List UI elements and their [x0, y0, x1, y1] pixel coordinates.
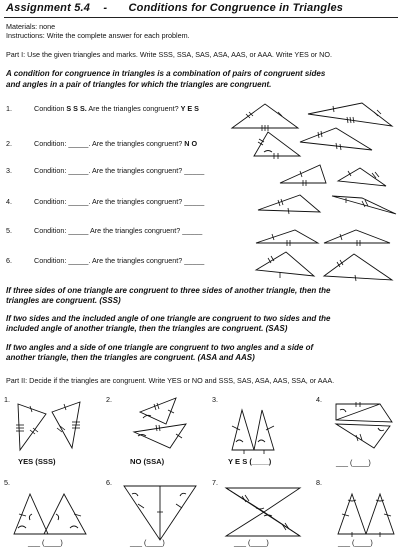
p2-answer-7: ___ (____): [234, 538, 269, 547]
part2-intro: Part II: Decide if the triangles are congruent. Write YES or NO and SSS, SAS, ASA, AAS, SSA, or AAA.: [6, 376, 335, 385]
p2-number-2: 2.: [106, 395, 112, 404]
assignment-title: Conditions for Congruence in Triangles: [128, 2, 344, 14]
p2-figure-4: [336, 402, 392, 448]
p2-answer-4: ___ (____): [336, 458, 371, 467]
p2-figure-3: [232, 410, 274, 454]
problem-5: 5. Condition: _____ Are the triangles congruent? _____: [6, 226, 203, 235]
p2-figure-7: [226, 488, 300, 536]
rule-asa-aas: If two angles and a side of one triangle are congruent to two angles and a side of another triangle, then the triangles are congruent. (ASA and AAS): [6, 343, 314, 362]
problem-2: 2. Condition: _____. Are the triangles congruent? N O: [6, 139, 198, 148]
materials-line: Materials: none: [6, 22, 56, 31]
p2-answer-6: ___ (____): [130, 538, 165, 547]
p2-figure-1: [16, 402, 80, 450]
p2-number-4: 4.: [316, 395, 322, 404]
problem-4: 4. Condition: _____. Are the triangles congruent? _____: [6, 197, 205, 206]
rule-sas: If two sides and the included angle of one triangle are congruent to two sides and the included angle of another triangle, then the triangles are congruent. (SAS): [6, 314, 331, 333]
p2-answer-3: Y E S (____): [228, 457, 272, 466]
p2-number-8: 8.: [316, 478, 322, 487]
p2-answer-5: ___ (____): [28, 538, 63, 547]
p2-figure-2: [134, 398, 186, 448]
definition-line-2: and angles in a pair of triangles for which the triangles are congruent.: [6, 80, 272, 89]
assignment-number: Assignment 5.4: [6, 2, 91, 14]
p2-answer-1: YES (SSS): [18, 457, 56, 466]
definition-line-1: A condition for congruence in triangles is a combination of pairs of congruent sides: [6, 69, 326, 78]
title-dash: -: [103, 2, 108, 14]
p2-number-5: 5.: [4, 478, 10, 487]
p2-answer-8: ___ (____): [338, 538, 373, 547]
problem-1: 1. Condition S S S. Are the triangles congruent? Y E S: [6, 104, 199, 113]
p2-figure-5: [14, 494, 86, 534]
problem-6: 6. Condition: _____. Are the triangles congruent? _____: [6, 256, 205, 265]
p2-figure-8: [338, 494, 394, 537]
p2-number-1: 1.: [4, 395, 10, 404]
rule-sss: If three sides of one triangle are congruent to three sides of another triangle, then the triangles are congruent. (SSS): [6, 286, 331, 305]
p2-number-6: 6.: [106, 478, 112, 487]
instructions-line: Instructions: Write the complete answer for each problem.: [6, 31, 190, 40]
p2-number-7: 7.: [212, 478, 218, 487]
part1-intro: Part I: Use the given triangles and marks. Write SSS, SSA, SAS, ASA, AAS, or AAA. Write YES or NO.: [6, 50, 332, 59]
problem-3: 3. Condition: _____. Are the triangles congruent? _____: [6, 166, 205, 175]
p2-number-3: 3.: [212, 395, 218, 404]
p2-figure-6: [124, 486, 196, 540]
p2-answer-2: NO (SSA): [130, 457, 165, 466]
